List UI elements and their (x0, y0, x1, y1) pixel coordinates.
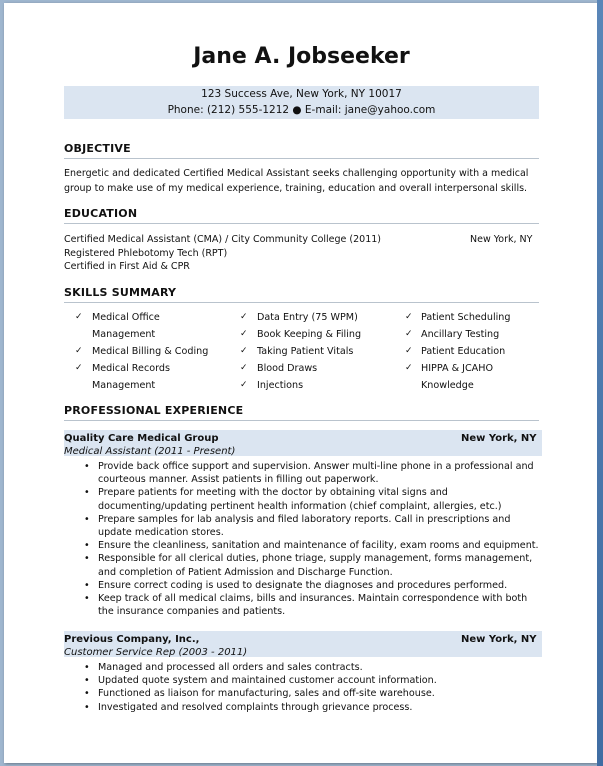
education-location: New York, NY (470, 234, 533, 245)
list-item: • Functioned as liaison for manufacturing, sales and off-site warehouse. (84, 687, 544, 700)
objective-line-1: Energetic and dedicated Certified Medical Assistant seeks challenging opportunity with a medical (64, 168, 529, 179)
skills-rule (64, 302, 539, 303)
contact-box (64, 86, 539, 119)
job-duties-list (84, 460, 544, 618)
job-role: Medical Assistant (2011 - Present) (64, 446, 236, 457)
skill-item: Management (92, 380, 156, 391)
objective-line-2: group to make use of my medical experience, training, education and overall interpersonal skills. (64, 183, 528, 194)
check-icon: ✓ (75, 363, 83, 373)
skill-item: Patient Education (421, 346, 506, 357)
check-icon: ✓ (240, 346, 248, 356)
skill-item: Patient Scheduling (421, 312, 511, 323)
skill-item: Taking Patient Vitals (257, 346, 354, 357)
skill-item: Ancillary Testing (421, 329, 500, 340)
check-icon: ✓ (240, 380, 248, 390)
skill-item: HIPPA & JCAHO (421, 363, 493, 374)
window-edge (597, 0, 603, 766)
skill-item: Knowledge (421, 380, 474, 391)
experience-rule (64, 420, 539, 421)
list-item: • Provide back office support and supervision. Answer multi-line phone in a professional and courteous manner. Assist patients in filling out paperwork. (84, 460, 544, 486)
list-item: • Prepare patients for meeting with the doctor by obtaining vital signs and documenting/updating pertinent health information (chief complaint, allergies, etc.) (84, 486, 544, 512)
check-icon: ✓ (405, 329, 413, 339)
education-line-1: Certified Medical Assistant (CMA) / City Community College (2011) (64, 234, 382, 245)
job-location: New York, NY (461, 634, 537, 645)
objective-heading: OBJECTIVE (64, 142, 131, 155)
check-icon: ✓ (75, 312, 83, 322)
skill-item: Data Entry (75 WPM) (257, 312, 358, 323)
education-rule (64, 223, 539, 224)
skill-item: Medical Billing & Coding (92, 346, 209, 357)
skill-item: Injections (257, 380, 304, 391)
job-company: Previous Company, Inc., (64, 634, 200, 645)
skill-item: Management (92, 329, 156, 340)
check-icon: ✓ (240, 329, 248, 339)
candidate-name: Jane A. Jobseeker (193, 44, 410, 69)
job-company: Quality Care Medical Group (64, 433, 219, 444)
experience-heading: PROFESSIONAL EXPERIENCE (64, 404, 244, 417)
education-heading: EDUCATION (64, 207, 138, 220)
address: 123 Success Ave, New York, NY 10017 (201, 88, 402, 100)
skill-item: Book Keeping & Filing (257, 329, 362, 340)
check-icon: ✓ (405, 312, 413, 322)
education-line-2: Registered Phlebotomy Tech (RPT) (64, 248, 228, 259)
skill-item: Blood Draws (257, 363, 318, 374)
objective-rule (64, 158, 539, 159)
list-item: • Ensure the cleanliness, sanitation and maintenance of facility, exam rooms and equipment. (84, 539, 544, 552)
check-icon: ✓ (240, 312, 248, 322)
list-item: • Ensure correct coding is used to designate the diagnoses and procedures performed. (84, 579, 544, 592)
skill-item: Medical Records (92, 363, 170, 374)
list-item: • Managed and processed all orders and sales contracts. (84, 661, 544, 674)
job-location: New York, NY (461, 433, 537, 444)
job-role: Customer Service Rep (2003 - 2011) (64, 647, 248, 658)
check-icon: ✓ (75, 346, 83, 356)
job-duties-list (84, 661, 544, 714)
skills-heading: SKILLS SUMMARY (64, 286, 177, 299)
education-line-3: Certified in First Aid & CPR (64, 261, 190, 272)
check-icon: ✓ (405, 346, 413, 356)
list-item: • Keep track of all medical claims, bills and insurances. Maintain correspondence with both the insurance companies and patients. (84, 592, 544, 618)
skill-item: Medical Office (92, 312, 160, 323)
check-icon: ✓ (240, 363, 248, 373)
list-item: • Updated quote system and maintained customer account information. (84, 674, 544, 687)
list-item: • Responsible for all clerical duties, phone triage, supply management, forms management, and completion of Patient Admission and Discharge Function. (84, 552, 544, 578)
phone-email: Phone: (212) 555-1212 ● E-mail: jane@yahoo.com (167, 103, 436, 116)
list-item: • Investigated and resolved complaints through grievance process. (84, 701, 544, 714)
check-icon: ✓ (405, 363, 413, 373)
list-item: • Prepare samples for lab analysis and filed laboratory reports. Call in prescriptions and update medication stores. (84, 513, 544, 539)
